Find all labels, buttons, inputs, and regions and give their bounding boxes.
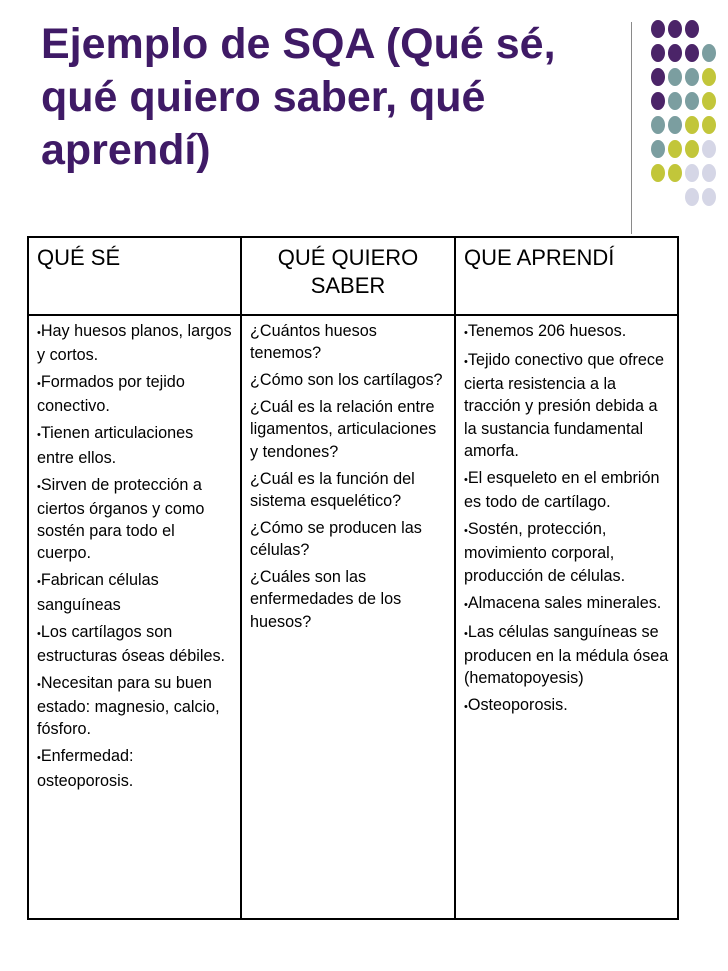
list-item-text: Formados por tejido conectivo.	[37, 373, 185, 416]
list-item-text: Hay huesos planos, largos y cortos.	[37, 322, 232, 365]
bullet-icon: •	[37, 480, 41, 493]
column-que-aprendi	[455, 315, 678, 919]
list-item	[37, 474, 232, 565]
content-row	[28, 315, 678, 919]
list-item-text: Las células sanguíneas se producen en la médula ósea (hematopoyesis)	[464, 622, 669, 688]
list-item-text: ¿Cuál es la función del sistema esquelético?	[250, 469, 415, 510]
bullet-icon: •	[464, 701, 468, 714]
bullet-icon: •	[37, 378, 41, 391]
list-item	[250, 320, 446, 365]
bullet-icon: •	[464, 473, 468, 486]
list-item	[464, 518, 669, 587]
header-row	[28, 237, 678, 315]
decorative-dot	[685, 20, 699, 38]
list-item-text: ¿Cuántos huesos tenemos?	[250, 322, 377, 363]
bullet-icon: •	[37, 327, 41, 339]
list-item	[250, 566, 446, 633]
list-item	[37, 422, 232, 469]
decorative-dot	[685, 92, 699, 110]
decorative-dot	[702, 140, 716, 158]
list-item	[37, 745, 232, 792]
decorative-dot-grid	[651, 20, 721, 210]
list-item-text: Osteoporosis.	[467, 696, 568, 715]
list-item-text: Sirven de protección a ciertos órganos y como sostén para todo el cuerpo.	[37, 475, 205, 563]
decorative-dot	[651, 140, 665, 158]
decorative-dot	[668, 116, 682, 134]
list-item-text: ¿Cuáles son las enfermedades de los huesos?	[250, 567, 402, 631]
decorative-dot	[685, 164, 699, 182]
list-item-text: Tenemos 206 huesos.	[467, 322, 627, 340]
list-item	[464, 621, 669, 690]
list-item-text: Almacena sales minerales.	[467, 593, 662, 612]
list-item-text: El esqueleto en el embrión es todo de cartílago.	[464, 468, 660, 512]
list-item	[464, 320, 669, 344]
decorative-dot	[702, 68, 716, 86]
sqa-table	[27, 236, 679, 920]
list-item-text: ¿Cuál es la relación entre ligamentos, articulaciones y tendones?	[250, 398, 437, 461]
list-item	[250, 396, 446, 463]
decorative-dot	[651, 20, 665, 38]
bullet-icon: •	[37, 429, 41, 442]
bullet-icon: •	[464, 598, 468, 611]
decorative-dot	[668, 20, 682, 38]
decorative-dot	[651, 164, 665, 182]
decorative-dot	[668, 164, 682, 182]
bullet-icon: •	[464, 355, 468, 368]
bullet-icon: •	[37, 627, 41, 640]
decorative-dot	[685, 140, 699, 158]
header-que-aprendi: QUE APRENDÍ	[455, 237, 678, 315]
list-item	[464, 467, 669, 514]
list-item	[37, 621, 232, 668]
slide-title: Ejemplo de SQA (Qué sé, qué quiero saber, qué aprendí)	[41, 20, 556, 174]
vertical-divider	[631, 22, 632, 234]
decorative-dot	[651, 116, 665, 134]
list-item	[464, 592, 669, 616]
header-que-quiero-saber: QUÉ QUIERO SABER	[241, 237, 455, 315]
decorative-dot	[651, 92, 665, 110]
decorative-dot	[702, 44, 716, 62]
bullet-icon: •	[37, 576, 41, 589]
list-item-text: ¿Cómo se producen las células?	[250, 518, 422, 560]
list-item	[250, 369, 446, 391]
list-item-text: Necesitan para su buen estado: magnesio, calcio, fósforo.	[37, 673, 220, 739]
list-item	[250, 517, 446, 562]
bullet-icon: •	[37, 678, 41, 691]
list-item-text: ¿Cómo son los cartílagos?	[250, 371, 443, 390]
decorative-dot	[668, 140, 682, 158]
list-item	[464, 694, 669, 718]
list-item	[37, 672, 232, 741]
list-item	[37, 569, 232, 616]
decorative-dot	[702, 164, 716, 182]
decorative-dot	[685, 44, 699, 62]
list-item-text: Los cartílagos son estructuras óseas débiles.	[37, 622, 226, 665]
list-item-text: Sostén, protección, movimiento corporal, producción de células.	[464, 520, 626, 585]
decorative-dot	[685, 188, 699, 206]
decorative-dot	[651, 68, 665, 86]
decorative-dot	[668, 44, 682, 62]
decorative-dot	[685, 116, 699, 134]
column-que-quiero-saber	[241, 315, 455, 919]
decorative-dot	[685, 68, 699, 86]
list-item-text: Tejido conectivo que ofrece cierta resistencia a la tracción y presión debida a la sustancia fundamental amorfa.	[464, 350, 665, 461]
list-item-text: Enfermedad: osteoporosis.	[37, 747, 134, 790]
list-item-text: Fabrican células sanguíneas	[37, 571, 159, 614]
bullet-icon: •	[464, 327, 468, 339]
list-item	[464, 349, 669, 462]
decorative-dot	[702, 116, 716, 134]
list-item	[37, 320, 232, 367]
column-que-se	[28, 315, 241, 919]
decorative-dot	[702, 92, 716, 110]
list-item	[250, 468, 446, 513]
bullet-icon: •	[464, 525, 468, 538]
bullet-icon: •	[37, 752, 41, 765]
header-que-se: QUÉ SÉ	[28, 237, 241, 315]
bullet-icon: •	[464, 627, 468, 640]
list-item	[37, 371, 232, 418]
decorative-dot	[702, 188, 716, 206]
decorative-dot	[651, 44, 665, 62]
decorative-dot	[668, 92, 682, 110]
decorative-dot	[668, 68, 682, 86]
list-item-text: Tienen articulaciones entre ellos.	[37, 424, 194, 467]
